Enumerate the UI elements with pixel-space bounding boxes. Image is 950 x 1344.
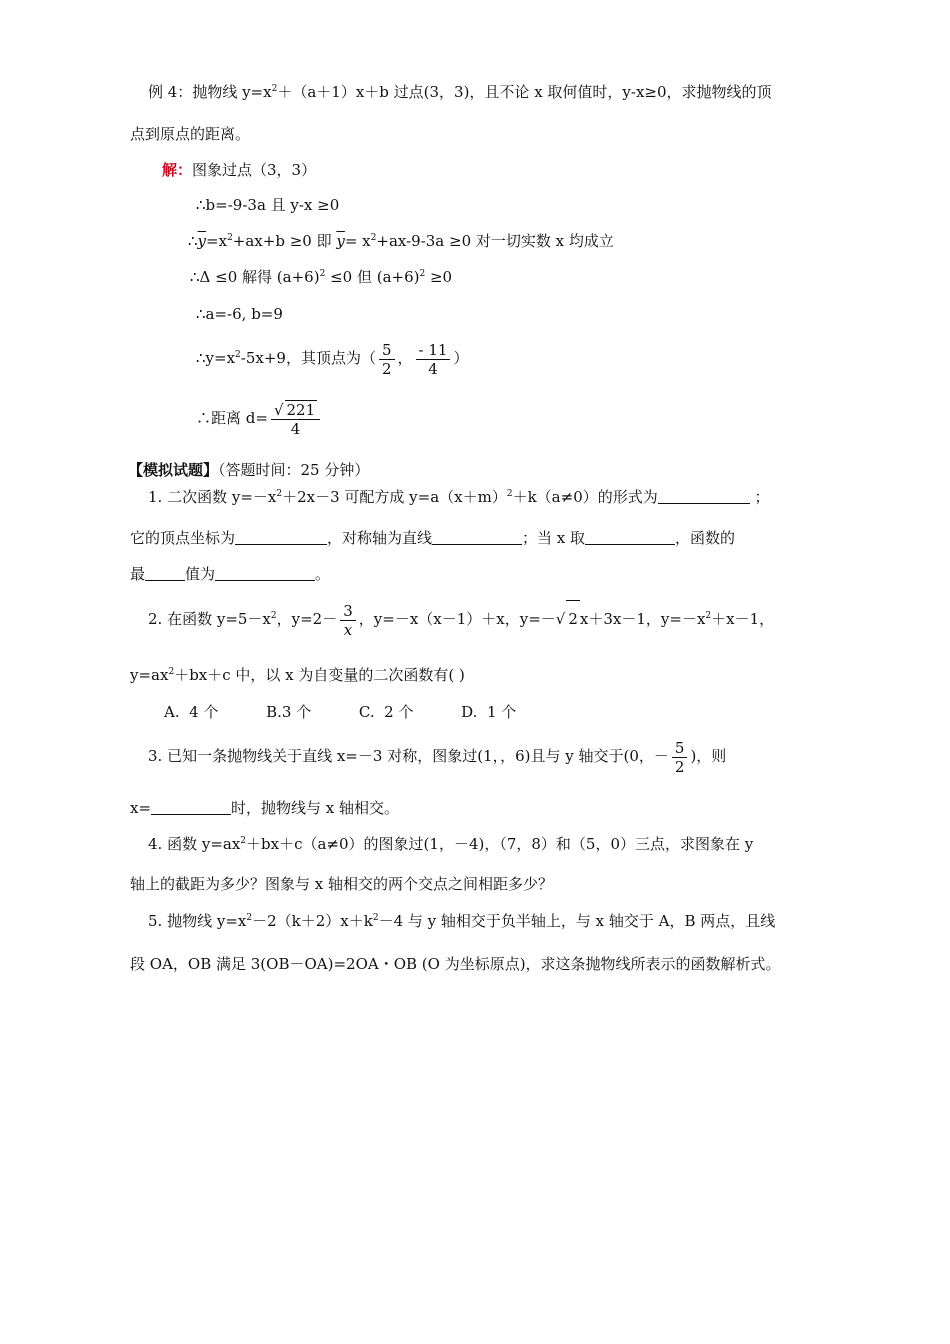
text: ＋k（a≠0）的形式为 — [512, 488, 658, 506]
radicand: 2 — [566, 600, 580, 637]
y-bar: $\overline{y}$ — [336, 232, 345, 250]
question-1-line1 — [148, 487, 770, 507]
solution-line4 — [190, 267, 452, 287]
numerator — [271, 400, 320, 420]
superscript: 2 — [506, 489, 513, 499]
question-2-line2 — [130, 665, 465, 685]
text: 。 — [315, 565, 331, 583]
numerator: 5 — [672, 739, 688, 758]
solution-line7 — [196, 400, 323, 438]
question-1-line2 — [130, 528, 735, 548]
superscript: 2 — [240, 836, 247, 846]
question-5-line2: 段 OA，OB 满足 3(OB－OA)=2OA・OB (O 为坐标原点)，求这条抛物线所表示的函数解析式。 — [130, 955, 781, 973]
y-bar: $\overline{y}$ — [197, 232, 207, 250]
text: －2（k＋2）x＋k — [252, 912, 373, 930]
fraction-sqrt221-4 — [271, 400, 320, 438]
text: 图象过点（3，3） — [192, 161, 317, 179]
superscript: 2 — [168, 667, 175, 677]
text: ＋x－1， — [711, 610, 775, 628]
denominator: 2 — [381, 359, 392, 378]
text: ，函数的 — [675, 529, 736, 547]
sqrt-symbol: √ 2 — [556, 600, 580, 637]
text: 它的顶点坐标为 — [130, 529, 236, 547]
superscript: 2 — [705, 611, 712, 621]
fraction-3-x — [340, 602, 356, 639]
denominator: 4 — [290, 420, 301, 438]
question-2-options: A. 4 个 B.3 个 C. 2 个 D. 1 个 — [164, 703, 517, 721]
superscript: 2 — [270, 611, 277, 621]
superscript: 2 — [246, 913, 253, 923]
fraction-5-2 — [379, 341, 395, 378]
text: ∴距离 d= — [196, 409, 268, 427]
answer-blank[interactable] — [145, 564, 185, 581]
text: －4 与 y 轴相交于负半轴上，与 x 轴交于 A，B 两点，且线 — [378, 912, 776, 930]
text: ） — [453, 349, 469, 367]
text: ； — [749, 488, 770, 506]
example4-line1 — [148, 82, 772, 102]
text: y=ax — [130, 666, 169, 684]
question-1-line3 — [130, 564, 330, 584]
superscript: 2 — [271, 84, 278, 94]
answer-blank[interactable] — [215, 564, 315, 581]
text: 时，抛物线与 x 轴相交。 — [231, 799, 400, 817]
sqrt-symbol: √ 221 — [273, 401, 316, 419]
answer-blank[interactable] — [235, 528, 327, 545]
question-4-line2: 轴上的截距为多少？图象与 x 轴相交的两个交点之间相距多少？ — [130, 875, 553, 893]
text: ＋bx＋c 中，以 x 为自变量的二次函数有( ) — [174, 666, 465, 684]
solution-line3 — [188, 231, 614, 251]
text: 2. 在函数 y=5－x — [148, 610, 271, 628]
text: +ax-9-3a ≥0 对一切实数 x 均成立 — [376, 232, 614, 250]
solution-line5: ∴a=-6, b=9 — [196, 305, 283, 323]
question-4-line1 — [148, 834, 753, 854]
example-label: 例 4： — [148, 83, 193, 101]
text: ∴y=x — [196, 349, 236, 367]
superscript: 2 — [419, 269, 426, 279]
solution-line6 — [196, 340, 468, 378]
example4-line2: 点到原点的距离。 — [130, 125, 251, 143]
superscript: 2 — [276, 489, 283, 499]
text: ＋（a＋1）x＋b 过点(3，3)，且不论 x 取何值时，y-x≥0，求抛物线的顶 — [277, 83, 772, 101]
text: +ax+b ≥0 即 — [232, 232, 337, 250]
fraction-11-4 — [416, 341, 451, 378]
question-5-line1 — [148, 911, 775, 931]
text: 5. 抛物线 y=x — [148, 912, 247, 930]
text: 4. 函数 y=ax — [148, 835, 241, 853]
text: ，对称轴为直线 — [327, 529, 433, 547]
superscript: 2 — [227, 233, 233, 243]
text: x＋3x－1，y=－x — [579, 610, 706, 628]
text: ≤0 但 (a+6) — [325, 268, 420, 286]
text: ，y=2－ — [276, 610, 338, 628]
question-3-line2 — [130, 798, 399, 818]
text: x= — [130, 799, 152, 817]
text: =x — [206, 232, 228, 250]
numerator: 3 — [340, 602, 356, 621]
denominator: x — [343, 620, 353, 639]
answer-blank[interactable] — [658, 487, 750, 504]
question-2-line1 — [148, 600, 774, 639]
numerator: 5 — [379, 341, 395, 360]
superscript: 2 — [370, 233, 377, 243]
text: ，y=－x（x－1）＋x，y=－ — [358, 610, 556, 628]
superscript: 2 — [319, 269, 326, 279]
text: ；当 x 取 — [522, 529, 586, 547]
denominator: 2 — [674, 757, 685, 776]
text: ＋2x－3 可配方成 y=a（x＋m） — [282, 488, 507, 506]
text: 3. 已知一条抛物线关于直线 x=－3 对称，图象过(1，，6)且与 y 轴交于(0，－ — [148, 747, 669, 765]
solution-line2: ∴b=-9-3a 且 y-x ≥0 — [196, 196, 340, 214]
answer-blank[interactable] — [432, 528, 522, 545]
superscript: 2 — [372, 913, 379, 923]
text: -5x+9，其顶点为（ — [240, 349, 376, 367]
text: ， — [397, 349, 413, 367]
denominator: 4 — [428, 359, 438, 378]
text: ∴ — [188, 232, 198, 250]
text: 1. 二次函数 y=－x — [148, 488, 277, 506]
fraction-5-2 — [672, 739, 688, 776]
section-title: 【模拟试题】 — [128, 461, 219, 479]
answer-blank[interactable] — [585, 528, 675, 545]
text: ∴Δ ≤0 解得 (a+6) — [190, 268, 320, 286]
time-note: （答题时间：25 分钟） — [218, 461, 370, 479]
text: ≥0 — [425, 268, 453, 286]
mock-test-header — [128, 460, 369, 480]
text: 最 — [130, 565, 146, 583]
radicand: 221 — [286, 401, 316, 419]
question-3-line1 — [148, 738, 726, 776]
superscript: 2 — [235, 350, 241, 360]
answer-blank[interactable] — [151, 798, 231, 815]
solution-label: 解： — [162, 161, 193, 179]
text: )，则 — [690, 747, 727, 765]
solution-line1 — [162, 160, 316, 180]
text: = x — [344, 232, 371, 250]
text: ＋bx＋c（a≠0）的图象过(1，－4)，（7，8）和（5，0）三点，求图象在 y — [246, 835, 754, 853]
numerator: - 11 — [416, 341, 451, 360]
text: 抛物线 y=x — [192, 83, 272, 101]
text: 值为 — [185, 565, 216, 583]
